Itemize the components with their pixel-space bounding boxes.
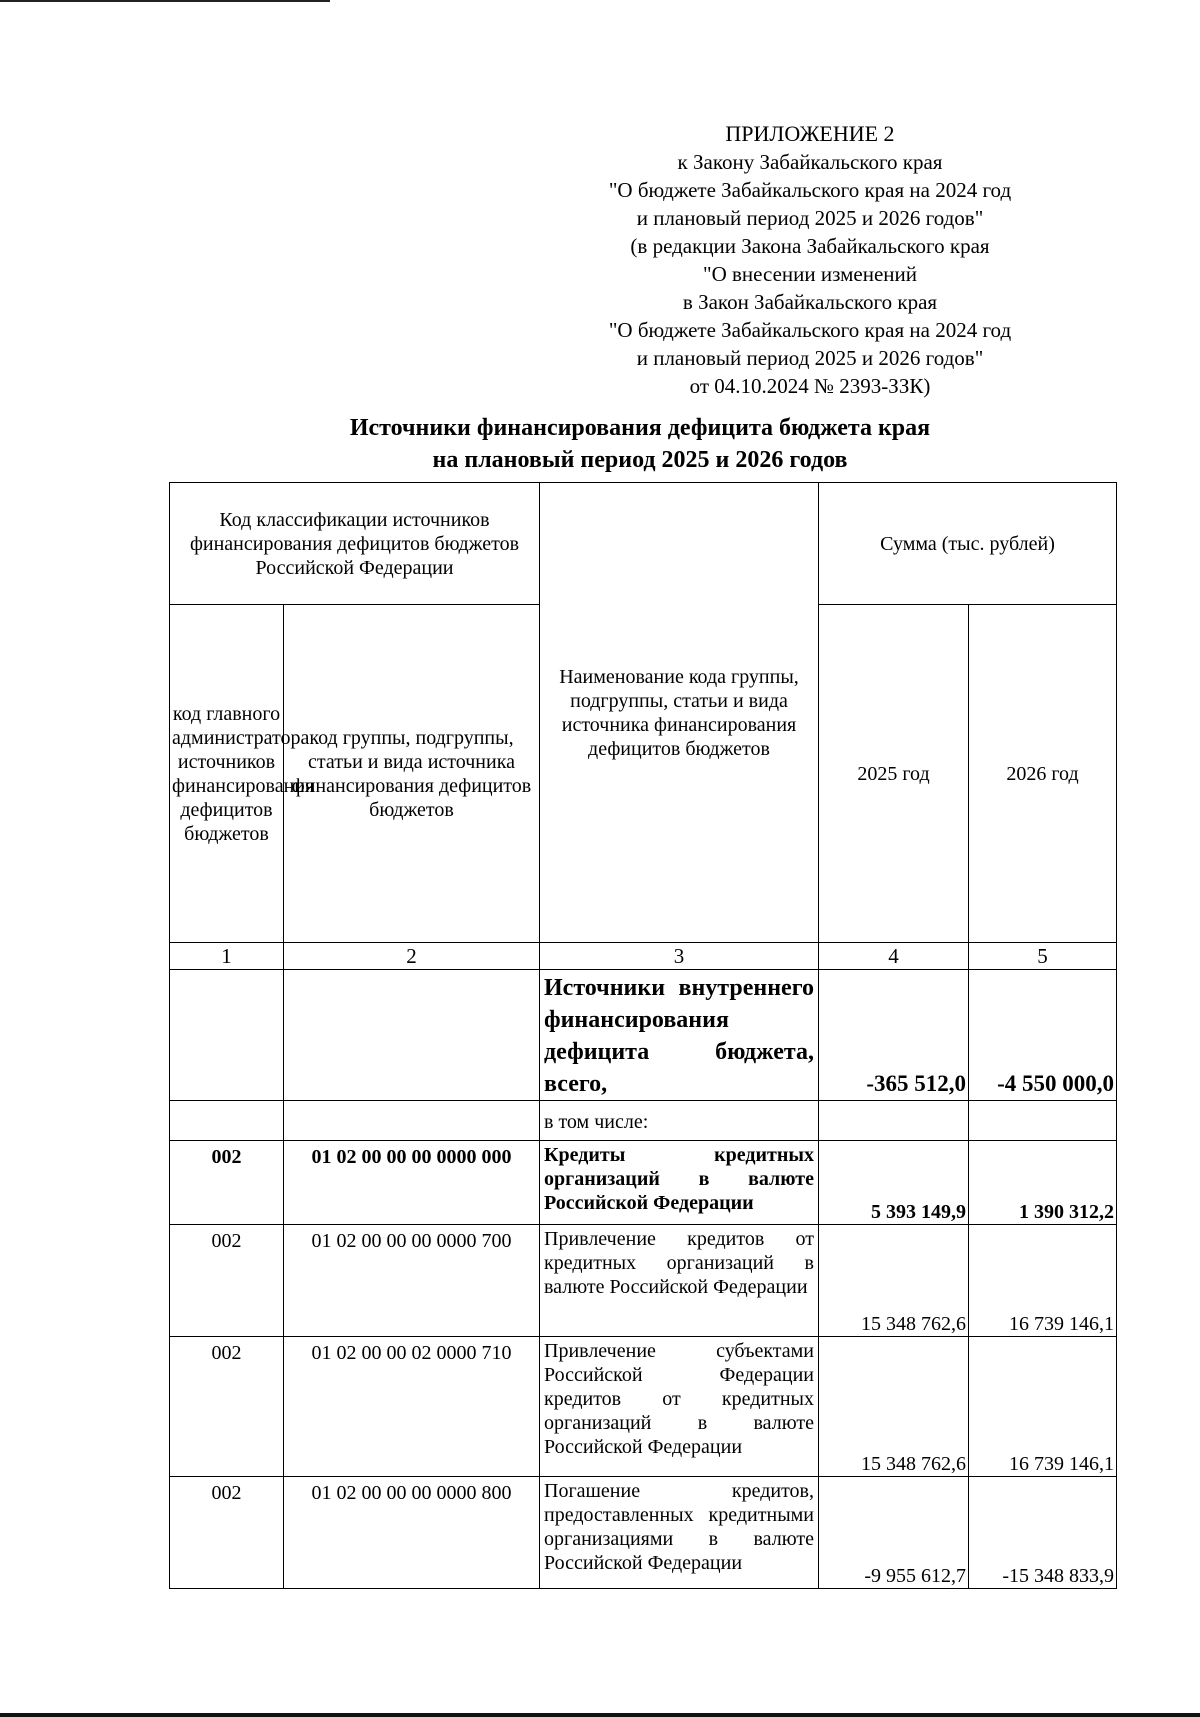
document-title-line1: Источники финансирования дефицита бюджета края (349, 415, 931, 441)
table-header-row (170, 483, 1117, 605)
column-number: 4 (819, 943, 969, 970)
total-admin-cell (170, 970, 284, 1101)
scan-edge-bottom (0, 1713, 1200, 1717)
group-code: 01 02 00 00 00 0000 000 (284, 1141, 540, 1225)
total-row (170, 970, 1117, 1101)
including-row (170, 1101, 1117, 1141)
table-row (170, 1337, 1117, 1477)
appendix-line: (в редакции Закона Забайкальского края (630, 234, 990, 258)
appendix-header (560, 120, 1060, 400)
column-number: 5 (969, 943, 1117, 970)
appendix-line: и плановый период 2025 и 2026 годов" (636, 346, 984, 370)
header-admin-code: код главного администратора источников финансирования дефицитов бюджетов (170, 605, 284, 943)
including-code-cell (284, 1101, 540, 1141)
table-row (170, 1225, 1117, 1337)
scan-edge-top (0, 0, 330, 2)
financing-sources-table (169, 482, 1117, 1589)
group-code: 01 02 00 00 00 0000 800 (284, 1477, 540, 1589)
column-number: 3 (540, 943, 819, 970)
value-2026: 16 739 146,1 (969, 1337, 1117, 1477)
value-2026: 1 390 312,2 (969, 1141, 1117, 1225)
value-2026: 16 739 146,1 (969, 1225, 1117, 1337)
total-value-2025: -365 512,0 (819, 970, 969, 1101)
value-2026: -15 348 833,9 (969, 1477, 1117, 1589)
header-classification-code: Код классификации источников финансирования дефицитов бюджетов Российской Федерации (170, 483, 540, 605)
document-title (160, 412, 1120, 476)
source-name: Привлечение субъектами Российской Федерации кредитов от кредитных организаций в валюте Российской Федерации (540, 1337, 819, 1477)
including-value-2025 (819, 1101, 969, 1141)
appendix-line: "О бюджете Забайкальского края на 2024 год (608, 318, 1012, 342)
including-label: в том числе: (540, 1101, 819, 1141)
admin-code: 002 (170, 1225, 284, 1337)
header-name: Наименование кода группы, подгруппы, статьи и вида источника финансирования дефицитов бюджетов (540, 483, 819, 943)
appendix-line: к Закону Забайкальского края (677, 150, 943, 174)
total-value-2026: -4 550 000,0 (969, 970, 1117, 1101)
source-name: Погашение кредитов, предоставленных кредитными организациями в валюте Российской Федерации (540, 1477, 819, 1589)
column-number: 2 (284, 943, 540, 970)
including-value-2026 (969, 1101, 1117, 1141)
admin-code: 002 (170, 1477, 284, 1589)
document-title-line2: на плановый период 2025 и 2026 годов (432, 447, 848, 473)
header-amount: Сумма (тыс. рублей) (819, 483, 1117, 605)
header-group-code: код группы, подгруппы, статьи и вида источника финансирования дефицитов бюджетов (284, 605, 540, 943)
table-row (170, 1477, 1117, 1589)
group-code: 01 02 00 00 02 0000 710 (284, 1337, 540, 1477)
admin-code: 002 (170, 1337, 284, 1477)
value-2025: 5 393 149,9 (819, 1141, 969, 1225)
value-2025: -9 955 612,7 (819, 1477, 969, 1589)
source-name: Кредиты кредитных организаций в валюте Российской Федерации (540, 1141, 819, 1225)
column-number: 1 (170, 943, 284, 970)
column-numbers-row (170, 943, 1117, 970)
admin-code: 002 (170, 1141, 284, 1225)
appendix-title: ПРИЛОЖЕНИЕ 2 (725, 121, 895, 146)
group-code: 01 02 00 00 00 0000 700 (284, 1225, 540, 1337)
including-admin-cell (170, 1101, 284, 1141)
header-year-2026: 2026 год (969, 605, 1117, 943)
appendix-line: в Закон Забайкальского края (682, 290, 938, 314)
total-name: Источники внутреннего финансирования дефицита бюджета, всего, (540, 970, 819, 1101)
header-year-2025: 2025 год (819, 605, 969, 943)
appendix-line: "О внесении изменений (703, 262, 917, 286)
source-name: Привлечение кредитов от кредитных организаций в валюте Российской Федерации (540, 1225, 819, 1337)
value-2025: 15 348 762,6 (819, 1225, 969, 1337)
value-2025: 15 348 762,6 (819, 1337, 969, 1477)
total-code-cell (284, 970, 540, 1101)
table-row (170, 1141, 1117, 1225)
appendix-line: "О бюджете Забайкальского края на 2024 год (608, 178, 1012, 202)
appendix-line: и плановый период 2025 и 2026 годов" (636, 206, 984, 230)
appendix-line: от 04.10.2024 № 2393-ЗЗК) (689, 374, 931, 398)
